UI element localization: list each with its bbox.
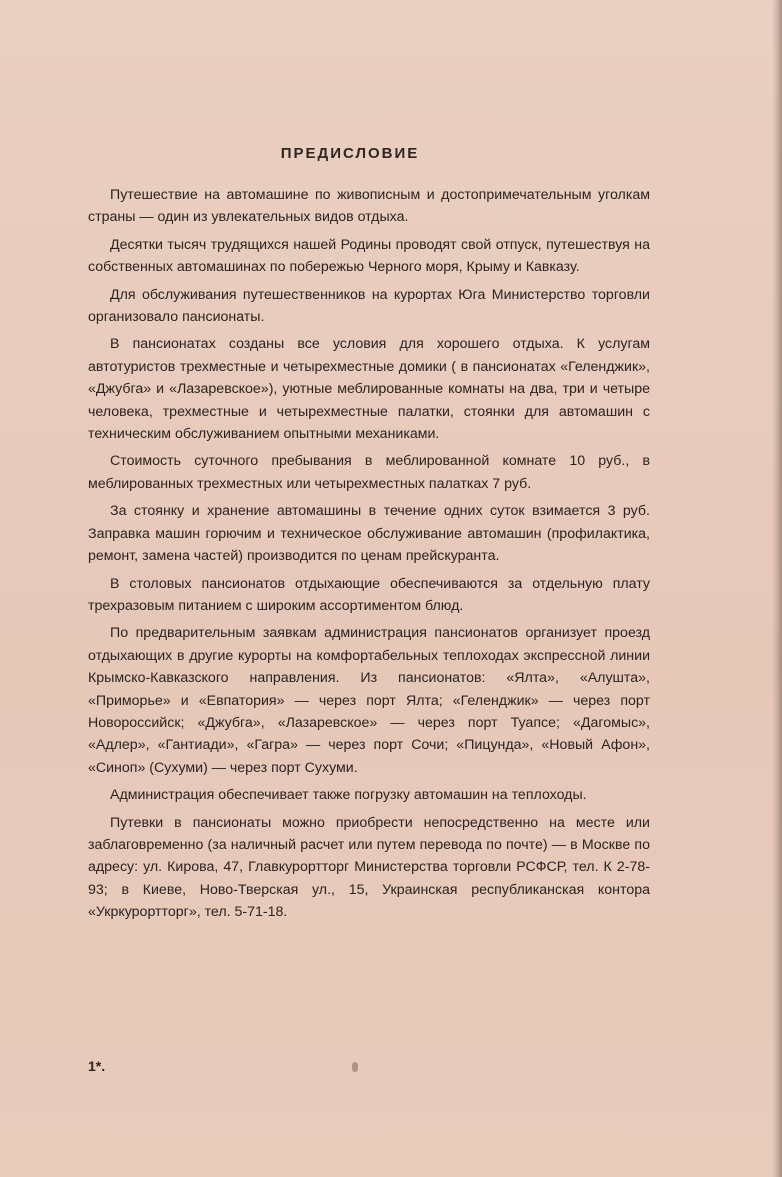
paragraph: Путевки в пансионаты можно приобрести непосредственно на месте или заблаговременно (за наличный расчет или путем перевода по почте) — в Москве по адресу: ул. Кирова, 47, Главкурортторг Министерства торговли РСФСР, тел. К 2-78-93; в Киеве, Ново-Тверская ул., 15, Украинская республиканская контора «Укркурортторг», тел. 5-71-18. (88, 814, 650, 921)
paragraph: Для обслуживания путешественников на курортах Юга Министерство торговли организовало пансионаты. (88, 286, 650, 326)
preface-body (88, 184, 650, 929)
paragraph: Путешествие на автомашине по живописным и достопримечательным уголкам страны — один из увлекательных видов отдыха. (88, 187, 650, 226)
signature-mark: 1*. (88, 1058, 106, 1074)
paragraph: За стоянку и хранение автомашины в течение одних суток взимается 3 руб. Заправка машин горючим и техническое обслуживание автомашин (профилактика, ремонт, замена частей) производится по ценам прейскуранта. (88, 503, 650, 565)
paragraph: Стоимость суточного пребывания в меблированной комнате 10 руб., в меблированных трехместных или четырехместных палатках 7 руб. (88, 453, 650, 492)
paragraph: Десятки тысяч трудящихся нашей Родины проводят свой отпуск, путешествуя на собственных автомашинах по побережью Черного моря, Крыму и Кавказу. (88, 236, 650, 276)
page-edge-shadow (772, 0, 782, 1177)
page-title: ПРЕДИСЛОВИЕ (280, 145, 420, 162)
paper-speck (352, 1062, 358, 1072)
paragraph: Администрация обеспечивает также погрузку автомашин на теплоходы. (110, 787, 587, 804)
paragraph: В столовых пансионатов отдыхающие обеспечиваются за отдельную плату трехразовым питанием с широким ассортиментом блюд. (88, 575, 650, 614)
paragraph: По предварительным заявкам администрация пансионатов организует проезд отдыхающих в другие курорты на комфортабельных теплоходах экспрессной линии Крымско-Кавказского направления. Из пансионатов: «Ялта», «Алушта», «Приморье» и «Евпатория» — через порт Ялта; «Геленджик» — через порт Новороссийск; «Джубга», «Лазаревское» — через порт Туапсе; «Дагомыс», «Адлер», «Гантиади», «Гагра» — через порт Сочи; «Пицунда», «Новый Афон», «Синоп» (Сухуми) — через порт Сухуми. (88, 625, 650, 776)
paragraph: В пансионатах созданы все условия для хорошего отдыха. К услугам автотуристов трехместные и четырехместные домики ( в пансионатах «Геленджик», «Джубга» и «Лазаревское»), уютные меблированные комнаты на два, три и четыре человека, трехместные и четырехместные палатки, стоянки для автомашин с техническим обслуживанием опытными механиками. (88, 336, 650, 443)
